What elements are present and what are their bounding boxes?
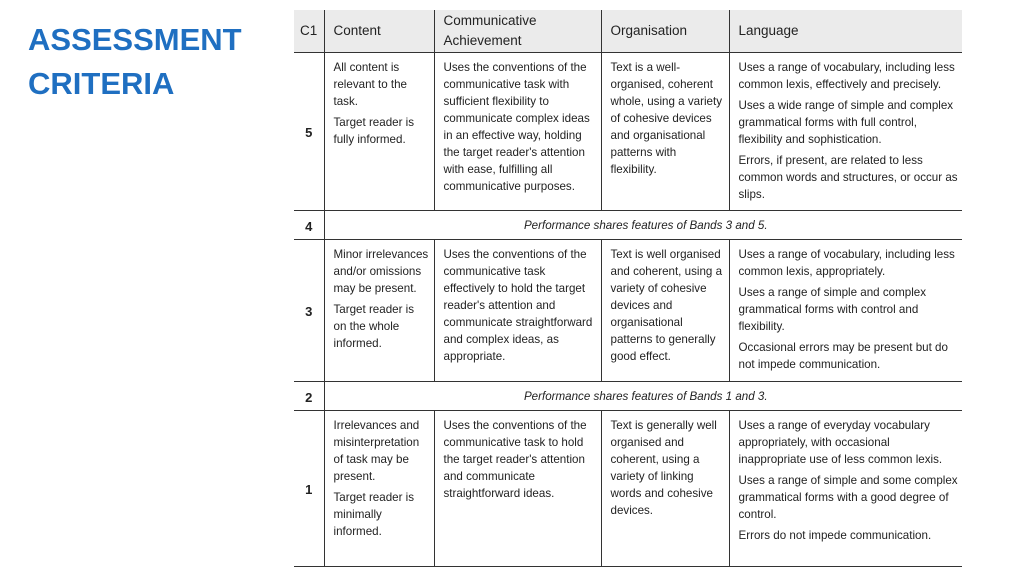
header-content: Content bbox=[324, 10, 434, 53]
cell-text: Irrelevances and misinterpretation of task may be present. bbox=[333, 419, 420, 483]
content-cell bbox=[324, 411, 434, 567]
band-4-row bbox=[294, 211, 962, 240]
language-cell bbox=[729, 411, 962, 567]
band-1-row bbox=[294, 411, 962, 567]
cell-text: Errors do not impede communication. bbox=[738, 529, 932, 542]
band-3-row bbox=[294, 240, 962, 382]
cell-text: Text is a well-organised, coherent whole, using a variety of cohesive devices and organisational patterns with flexibility. bbox=[610, 61, 722, 176]
communicative-achievement-cell bbox=[434, 240, 601, 382]
communicative-achievement-cell bbox=[434, 411, 601, 567]
organisation-cell bbox=[601, 411, 729, 567]
header-organisation: Organisation bbox=[601, 10, 729, 53]
cell-text: Errors, if present, are related to less common words and structures, or occur as slips. bbox=[738, 154, 958, 201]
cell-text: Occasional errors may be present but do not impede communication. bbox=[738, 341, 948, 371]
band-number: 1 bbox=[305, 482, 313, 497]
cell-text: Minor irrelevances and/or omissions may be present. bbox=[333, 248, 429, 295]
band-5-row bbox=[294, 53, 962, 211]
band-number: 5 bbox=[305, 125, 313, 140]
assessment-criteria-table bbox=[294, 10, 962, 567]
shared-features-note: Performance shares features of Bands 1 and 3. bbox=[324, 382, 962, 411]
cell-text: Uses the conventions of the communicative task with sufficient flexibility to communicate complex ideas in an effective way, holding the target reader's attention with ease, fulfilling all communicative purposes. bbox=[443, 61, 590, 193]
slide-title-line-1: ASSESSMENT bbox=[28, 22, 242, 57]
cell-text: Target reader is minimally informed. bbox=[333, 491, 415, 538]
organisation-cell bbox=[601, 240, 729, 382]
cell-text: Uses the conventions of the communicative task effectively to hold the target reader's attention and communicate straightforward and complex ideas, as appropriate. bbox=[443, 248, 593, 363]
cell-text: Text is generally well organised and coherent, using a variety of linking words and cohesive devices. bbox=[610, 419, 717, 517]
cell-text: Uses a range of vocabulary, including less common lexis, appropriately. bbox=[738, 248, 955, 278]
cell-text: Target reader is on the whole informed. bbox=[333, 303, 415, 350]
cell-text: Uses a range of simple and some complex grammatical forms with a good degree of control. bbox=[738, 474, 958, 521]
cell-text: Uses a range of vocabulary, including less common lexis, effectively and precisely. bbox=[738, 61, 955, 91]
content-cell bbox=[324, 240, 434, 382]
language-cell bbox=[729, 53, 962, 211]
header-row bbox=[294, 10, 962, 53]
header-band: C1 bbox=[294, 10, 324, 53]
band-number: 2 bbox=[305, 389, 313, 405]
cell-text: Target reader is fully informed. bbox=[333, 116, 415, 146]
slide-title-line-2: CRITERIA bbox=[28, 66, 175, 101]
shared-features-note: Performance shares features of Bands 3 and 5. bbox=[324, 211, 962, 240]
cell-text: Uses a wide range of simple and complex grammatical forms with full control, flexibility and sophistication. bbox=[738, 99, 954, 146]
cell-text: Uses the conventions of the communicative task to hold the target reader's attention and communicate straightforward ideas. bbox=[443, 419, 587, 500]
cell-text: Text is well organised and coherent, using a variety of cohesive devices and organisational patterns to generally good effect. bbox=[610, 248, 723, 363]
header-communicative-achievement: Communicative Achievement bbox=[434, 10, 601, 53]
cell-text: All content is relevant to the task. bbox=[333, 61, 407, 108]
band-2-row bbox=[294, 382, 962, 411]
band-number: 4 bbox=[305, 218, 313, 234]
language-cell bbox=[729, 240, 962, 382]
communicative-achievement-cell bbox=[434, 53, 601, 211]
content-cell bbox=[324, 53, 434, 211]
band-number: 3 bbox=[305, 304, 313, 319]
organisation-cell bbox=[601, 53, 729, 211]
cell-text: Uses a range of simple and complex grammatical forms with control and flexibility. bbox=[738, 286, 927, 333]
slide-title bbox=[28, 18, 242, 106]
cell-text: Uses a range of everyday vocabulary appropriately, with occasional inappropriate use of less common lexis. bbox=[738, 419, 943, 466]
header-language: Language bbox=[729, 10, 962, 53]
